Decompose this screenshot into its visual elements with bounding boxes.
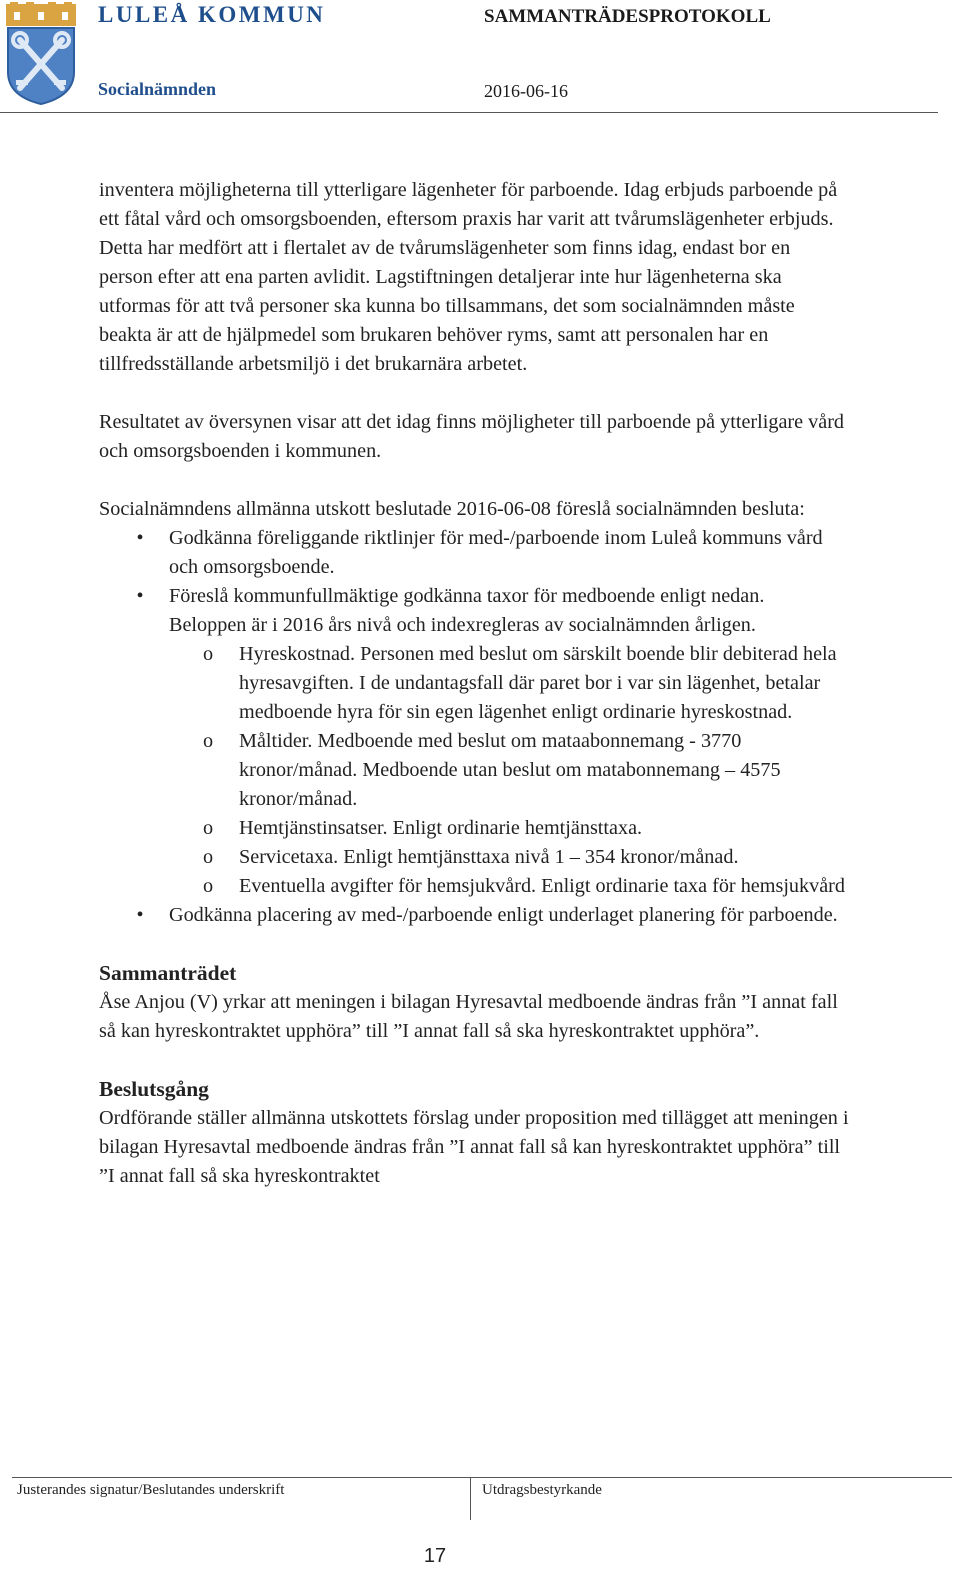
heading-beslutsgang: Beslutsgång — [99, 1077, 209, 1101]
page-number: 17 — [423, 1545, 447, 1567]
list-item — [99, 524, 849, 582]
sub-list-item — [169, 814, 849, 843]
sub-list-item-text: Hemtjänstinsatser. Enligt ordinarie hemtjänsttaxa. — [239, 817, 643, 839]
circle-bullet-icon: o — [203, 817, 214, 839]
paragraph-result: Resultatet av översynen visar att det idag finns möjligheter till parboende på ytterligare vård och omsorgsboenden i kommunen. — [99, 411, 845, 462]
paragraph-sammantradet: Åse Anjou (V) yrkar att meningen i bilagan Hyresavtal medboende ändras från ”I annat fall så kan hyreskontraktet upphöra” till ”I annat fall så ska hyreskontraktet upphöra”. — [99, 991, 838, 1042]
list-item-text: Godkänna föreliggande riktlinjer för med-/parboende inom Luleå kommuns vård och omsorgsboende. — [169, 527, 823, 578]
circle-bullet-icon: o — [203, 846, 214, 868]
circle-bullet-icon: o — [203, 730, 214, 752]
paragraph-proposal-intro: Socialnämndens allmänna utskott beslutade 2016-06-08 föreslå socialnämnden besluta: — [99, 498, 805, 520]
header-divider — [0, 112, 938, 113]
lulea-coat-of-arms-icon — [4, 2, 78, 106]
sub-list-item-text: Eventuella avgifter för hemsjukvård. Enligt ordinarie taxa för hemsjukvård — [239, 875, 845, 897]
circle-bullet-icon: o — [203, 643, 214, 665]
bullet-icon: • — [136, 527, 144, 549]
committee-name: Socialnämnden — [98, 79, 217, 99]
heading-sammantradet: Sammanträdet — [99, 961, 237, 985]
fee-sublist — [169, 640, 849, 901]
signature-label: Justerandes signatur/Beslutandes underskrift — [17, 1482, 285, 1498]
sub-list-item — [169, 872, 849, 901]
circle-bullet-icon: o — [203, 875, 214, 897]
sub-list-item-text: Hyreskostnad. Personen med beslut om särskilt boende blir debiterad hela hyresavgiften. I de undantagsfall där paret bor i var sin lägenhet, betalar medboende hyra för sin egen lägenhet enligt ordinarie hyreskostnad. — [239, 643, 837, 723]
paragraph-beslutsgang: Ordförande ställer allmänna utskottets förslag under proposition med tillägget att meningen i bilagan Hyresavtal medboende ändras från ”I annat fall så kan hyreskontraktet upphöra” till ”I annat fall så ska hyreskontraktet — [99, 1107, 849, 1187]
list-item-note: Beloppen är i 2016 års nivå och indexregleras av socialnämnden årligen. — [169, 614, 756, 636]
organization-name: LULEÅ KOMMUN — [98, 2, 326, 27]
paragraph-background: inventera möjligheterna till ytterligare lägenheter för parboende. Idag erbjuds parboende på ett fåtal vård och omsorgsboenden, eftersom praxis har varit att tvårumslägenheter erbjuds. Detta har medfört att i flertalet av de tvårumslägenheter som finns idag, endast bor en person efter att ena parten avlidit. Lagstiftningen detaljerar inte hur lägenheterna ska utformas för att två personer ska kunna bo tillsammans, det som socialnämnden måste beakta är att de hjälpmedel som brukaren behöver ryms, samt att personalen har en tillfredsställande arbetsmiljö i det brukarnära arbetet. — [99, 179, 838, 375]
sub-list-item — [169, 727, 849, 814]
document-type: SAMMANTRÄDESPROTOKOLL — [484, 6, 771, 27]
sub-list-item-text: Servicetaxa. Enligt hemtjänsttaxa nivå 1 – 354 kronor/månad. — [239, 846, 739, 868]
list-item-text: Godkänna placering av med-/parboende enligt underlaget planering för parboende. — [169, 904, 838, 926]
list-item — [99, 901, 849, 930]
meeting-date: 2016-06-16 — [484, 81, 568, 101]
document-body — [99, 176, 849, 1191]
footer-column-divider — [470, 1478, 471, 1520]
list-item — [99, 582, 849, 901]
certification-label: Utdragsbestyrkande — [482, 1482, 602, 1498]
page-header — [0, 0, 960, 116]
sub-list-item-text: Måltider. Medboende med beslut om mataabonnemang - 3770 kronor/månad. Medboende utan beslut om matabonnemang – 4575 kronor/månad. — [239, 730, 781, 810]
bullet-icon: • — [136, 904, 144, 926]
sub-list-item — [169, 640, 849, 727]
proposal-list — [99, 524, 849, 930]
bullet-icon: • — [136, 585, 144, 607]
footer-divider — [12, 1477, 952, 1478]
list-item-text: Föreslå kommunfullmäktige godkänna taxor för medboende enligt nedan. — [169, 585, 765, 607]
sub-list-item — [169, 843, 849, 872]
